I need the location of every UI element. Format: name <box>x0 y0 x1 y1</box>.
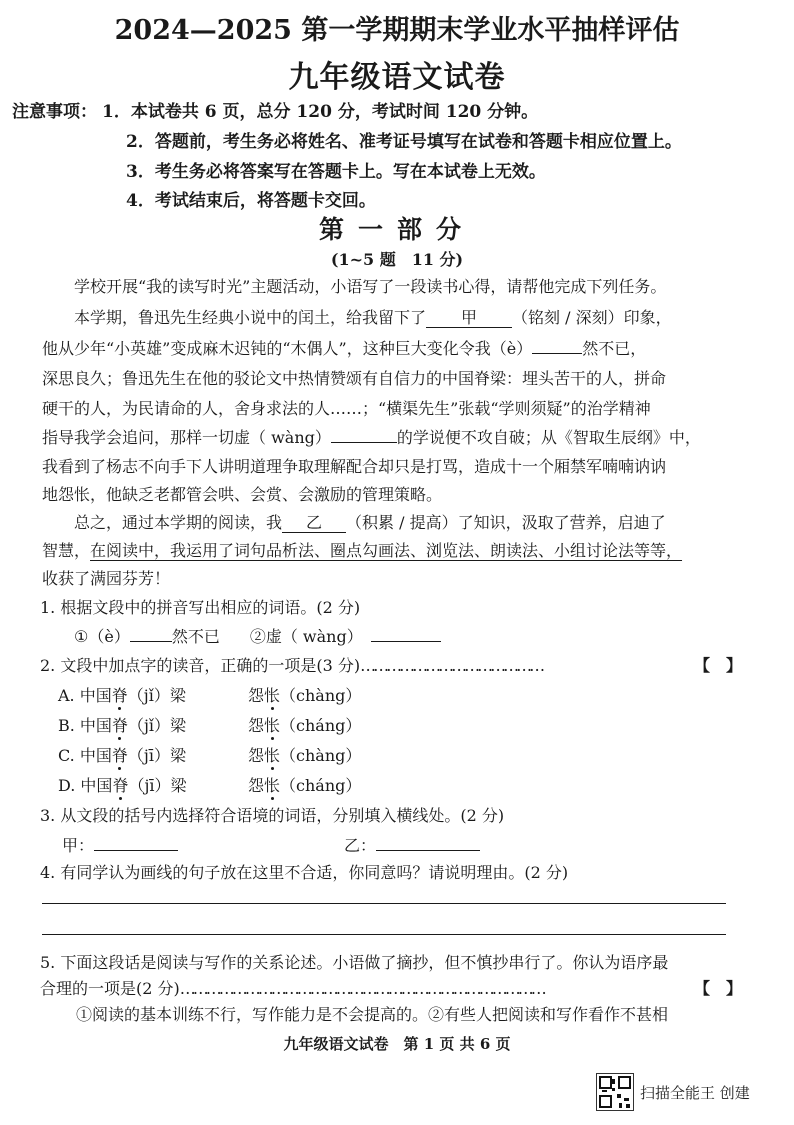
passage-text: 总之，通过本学期的阅读，我 <box>74 513 283 532</box>
answer-blank[interactable] <box>94 850 178 851</box>
dotted-char: 怅 <box>264 776 281 795</box>
blank-jia: 甲 <box>426 309 512 328</box>
notes-item: 1．本试卷共 6 页，总分 120 分，考试时间 120 分钟。 <box>102 102 539 122</box>
question-stem: 3. 从文段的括号内选择符合语境的词语，分别填入横线处。(2 分) <box>40 806 505 825</box>
passage-text: （铭刻 / 深刻）印象， <box>512 308 672 327</box>
passage-line: 收获了满园芬芳！ <box>42 569 171 588</box>
passage-text: 然不已， <box>582 339 647 358</box>
option-label: C. 中国 <box>58 746 112 765</box>
dotted-char: 怅 <box>264 686 281 705</box>
q1-item-a: ①（è） <box>74 627 130 646</box>
notes-label: 注意事项： <box>12 102 97 122</box>
answer-blank[interactable] <box>376 850 480 851</box>
answer-bracket[interactable]: 【 】 <box>694 979 743 998</box>
passage-line <box>42 425 701 448</box>
question-stem: 4. 有同学认为画线的句子放在这里不合适，你同意吗？请说明理由。(2 分) <box>40 863 569 882</box>
option-pinyin: （jǐ）梁 <box>127 716 187 735</box>
notes-item: 3．考生务必将答案写在答题卡上。写在本试卷上无效。 <box>126 162 546 182</box>
section-range: (1~5 题 11 分) <box>330 250 464 269</box>
exam-title-line2: 九年级语文试卷 <box>288 60 506 95</box>
question-stem <box>40 976 544 999</box>
passage-line <box>42 538 682 561</box>
dotted-char: 脊 <box>112 776 129 795</box>
leader-dots: ………………………………………………………………………… <box>179 979 544 998</box>
option-pinyin: （jī）梁 <box>127 746 186 765</box>
option-pinyin: （cháng） <box>280 716 362 735</box>
notes-item: 4．考试结束后，将答题卡交回。 <box>126 191 376 211</box>
option-d-word <box>248 773 361 796</box>
blank-e <box>532 353 582 354</box>
passage-text: 智慧， <box>42 541 91 560</box>
answer-line[interactable] <box>42 934 726 935</box>
option-char: 怨 <box>248 686 265 705</box>
option-label: A. 中国 <box>58 686 112 705</box>
question-text: 合理的一项是(2 分) <box>40 979 180 998</box>
dotted-char: 怅 <box>264 746 281 765</box>
option-pinyin: （jǐ）梁 <box>127 686 186 705</box>
option-a-word <box>248 683 361 706</box>
option-pinyin: （chàng） <box>280 686 362 705</box>
passage-text: 他从少年“小英雄”变成麻木迟钝的“木偶人”，这种巨大变化令我（è） <box>42 339 533 358</box>
q3-jia-label: 甲： <box>62 836 95 855</box>
answer-bracket[interactable]: 【 】 <box>694 656 743 675</box>
passage-line <box>74 510 666 533</box>
question-stem: 1. 根据文段中的拼音写出相应的词语。(2 分) <box>40 598 361 617</box>
q5-text: ①阅读的基本训练不行，写作能力是不会提高的。②有些人把阅读和写作看作不甚相 <box>76 1005 669 1024</box>
option-c-word <box>248 743 361 766</box>
option-c[interactable] <box>58 743 186 766</box>
answer-blank[interactable] <box>130 641 172 642</box>
option-b[interactable] <box>58 713 186 736</box>
passage-line: 深思良久；鲁迅先生在他的驳论文中热情赞颂有自信力的中国脊梁：埋头苦干的人，拼命 <box>42 369 667 388</box>
q1-item-a-tail: 然不已 <box>171 627 220 646</box>
answer-blank[interactable] <box>371 641 441 642</box>
q3-yi-label: 乙： <box>344 836 377 855</box>
question-stem: 5. 下面这段话是阅读与写作的关系论述。小语做了摘抄，但不慎抄串行了。你认为语序最 <box>40 953 669 972</box>
option-label: B. 中国 <box>58 716 112 735</box>
passage-line: 地怨怅，他缺乏老都管会哄、会赏、会激励的管理策略。 <box>42 485 443 504</box>
passage-text: （积累 / 提高）了知识，汲取了营养，启迪了 <box>346 513 666 532</box>
passage-line <box>42 336 646 359</box>
scanner-watermark-text: 扫描全能王 创建 <box>640 1084 750 1102</box>
page-footer: 九年级语文试卷 第 1 页 共 6 页 <box>283 1035 511 1053</box>
q3-yi-row <box>344 833 480 856</box>
blank-wang <box>331 442 397 443</box>
dotted-char: 怅 <box>264 716 281 735</box>
option-pinyin: （jī）梁 <box>128 776 187 795</box>
option-label: D. 中国 <box>58 776 113 795</box>
leader-dots: …………………………………… <box>360 656 543 675</box>
dotted-char: 脊 <box>111 746 128 765</box>
exam-title-line1: 2024—2025 第一学期期末学业水平抽样评估 <box>114 15 680 46</box>
q1-answer-row <box>74 624 441 647</box>
option-a[interactable] <box>58 683 186 706</box>
passage-line: 硬干的人，为民请命的人，舍身求法的人……；“横渠先生”张载“学则须疑”的治学精神 <box>42 399 651 418</box>
passage-text: 的学说便不攻自破；从《智取生辰纲》中， <box>396 428 701 447</box>
q3-jia-row <box>62 833 178 856</box>
qr-code-icon <box>596 1073 634 1111</box>
question-text: 2. 文段中加点字的读音，正确的一项是(3 分) <box>40 656 361 675</box>
dotted-char: 脊 <box>111 716 128 735</box>
passage-line <box>74 305 672 328</box>
blank-yi: 乙 <box>282 514 346 533</box>
passage-text: 本学期，鲁迅先生经典小说中的闰土，给我留下了 <box>74 308 427 327</box>
option-d[interactable] <box>58 773 187 796</box>
option-b-word <box>248 713 361 736</box>
passage-text: 指导我学会追问，那样一切虚（ wàng） <box>42 428 331 447</box>
answer-line[interactable] <box>42 903 726 904</box>
option-char: 怨 <box>248 776 265 795</box>
passage-intro: 学校开展“我的读写时光”主题活动，小语写了一段读书心得，请帮他完成下列任务。 <box>74 277 667 296</box>
section-title: 第一部分 <box>318 215 475 244</box>
dotted-char: 脊 <box>111 686 128 705</box>
passage-line: 我看到了杨志不向手下人讲明道理争取理解配合却只是打骂，造成十一个厢禁军喃喃讷讷 <box>42 457 667 476</box>
option-pinyin: （chàng） <box>280 746 362 765</box>
underlined-sentence: 在阅读中，我运用了词句品析法、圈点勾画法、浏览法、朗读法、小组讨论法等等， <box>90 541 683 560</box>
option-char: 怨 <box>248 716 265 735</box>
option-pinyin: （cháng） <box>280 776 362 795</box>
q1-item-b: ②虚（ wàng） <box>249 627 363 646</box>
notes-item: 2．答题前，考生务必将姓名、准考证号填写在试卷和答题卡相应位置上。 <box>126 132 682 152</box>
option-char: 怨 <box>248 746 265 765</box>
question-stem <box>40 653 542 676</box>
